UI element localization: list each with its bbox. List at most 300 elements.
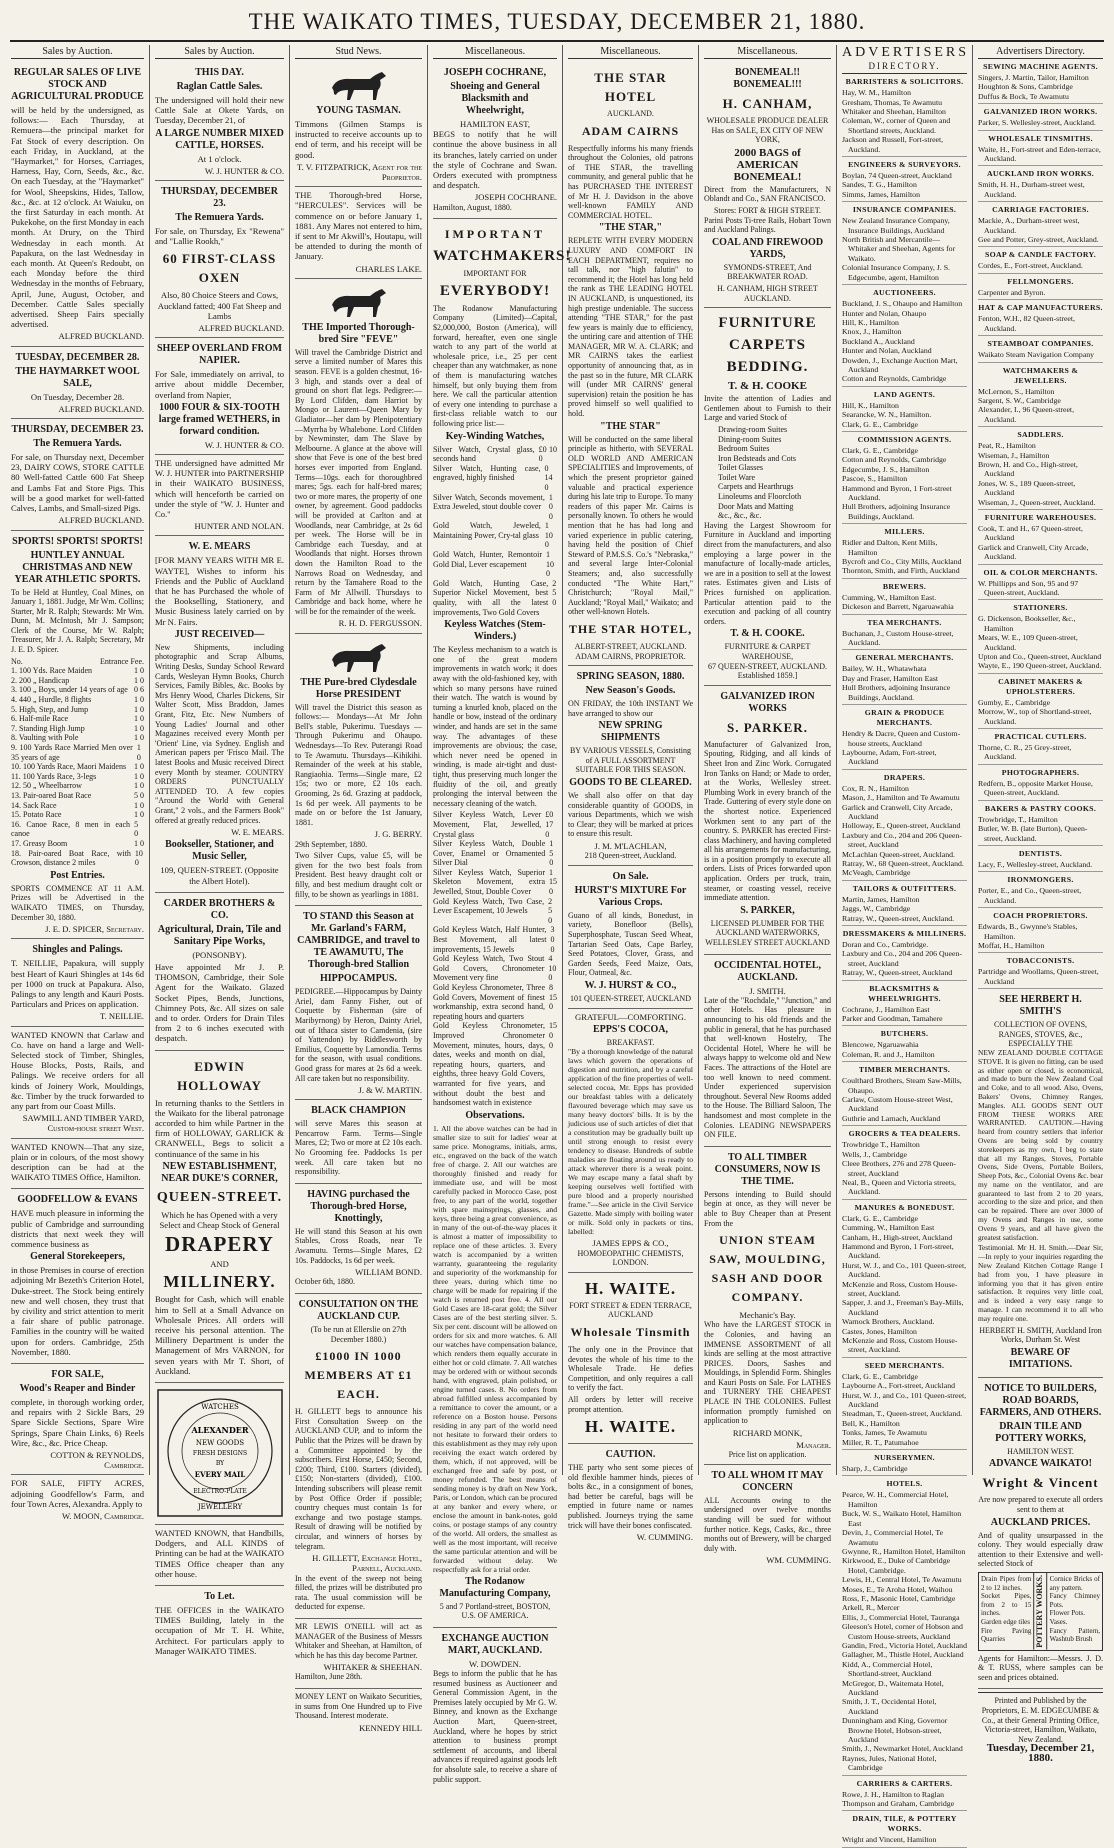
- item-label: Gold Keyless Chronometer, Three Gold Covers, Movement of finest workmanship, extra second hand, repeating hours and quarters: [433, 983, 545, 1021]
- directory-entries: [978, 145, 1103, 167]
- column-heading: Stud News.: [295, 45, 422, 59]
- item-label: Gold Watch, Hunter, Remontoir Gold Dial, Lever escapement: [433, 550, 542, 569]
- list-item: [11, 743, 144, 762]
- wright-vincent-ad: NOTICE TO BUILDERS, ROAD BOARDS, FARMERS, AND OTHERS. DRAIN TILE AND POTTERY WORKS, HAMILTON WEST. ADVANCE WAIKATO! Wright & Vincent Are now prepared to execute all orders sent to them at AUCKLAND PRICES. And of quality unsurpassed in the colony. They would especially draw attention to their Extensive and well-selected Stock of Drain Pipes from 2 to 12 inches. Socket Pipes, from 2 to 15 inches. Garden edge tiles Fire Paving Quarries POTTERY WORKS. Cornice Bricks of any pattern. Fancy Chimney Pots. Flower Pots. Vases. Fancy Pattern, Washtub Brush Agents for Hamilton:—Messrs. J. D. & T. RUSS, where samples can be seen and prices obtained.: [978, 1378, 1103, 1690]
- list-item: [11, 705, 144, 715]
- directory-entry: Hull Brothers, adjoining Insurance Buildings, Auckland.: [842, 502, 951, 521]
- directory-entry: Clark, G. E., Cambridge: [842, 1371, 919, 1381]
- directory-entry: McGregor, D., Waitemata Hotel, Auckland: [842, 1678, 944, 1698]
- directory-entry: Gandin, Fred., Victoria Hotel, Auckland: [842, 1640, 967, 1650]
- holloway-ad: EDWIN HOLLOWAY In returning thanks to the Settlers in the Waikato for the liberal patronage accorded to him while Partner in the firm of HOLLOWAY, GARLICK & CRANWELL, Begs to solicit a continuance of the same in his NEW ESTABLISHMENT, NEAR DUKE'S CORNER, QUEEN-STREET. Which he has Opened with a very Select and Cheap Stock of General DRAPERY AND MILLINERY. Bought for Cash, which will enable him to Sell at a Small Advance on Wholesale Prices. All orders will receive his personal attention. The Millinery Department is under the Management of Mrs VARNON, for seven years with Mr T. Short, of Auckland.: [155, 1051, 284, 1383]
- item-label: 5. High, Step, and Jump: [11, 704, 89, 714]
- parker-ad: GALVANIZED IRON WORKS S. PARKER. Manufacturer of Galvanized Iron, Spouting, Ridging, and all kinds of Sheet Iron and Zinc Work. Corrugated Iron Tanks on Hand; or Made to order, at the Works, Wellesley street. Plumbing Work in every branch of the Trade. Guttering of every style done on the shortest notice. Experienced Workmen sent to any part of the country. S. PARKER has erected First-class Machinery, and having completed all his arrangements for manufacturing, is in a position promptly to execute all orders. Lists of Prices forwarded upon application. Orders per truck, train, steamer, or coasting vessel, receive immediate attention. S. PARKER, LICENSED PLUMBER FOR THE AUCKLAND WATERWORKS, WELLESLEY STREET AUCKLAND: [704, 686, 831, 955]
- list-item: Iron Bedsteads and Cots: [718, 453, 796, 463]
- directory-sections: [978, 62, 1103, 989]
- list-item: [433, 839, 557, 868]
- list-item: [11, 685, 144, 695]
- list-item: [433, 868, 557, 897]
- directory-entry: Hill, K., Hamilton: [842, 400, 899, 410]
- directory-entry: McKenzie and Ross, Custom House-street, Auckland.: [842, 1336, 958, 1355]
- directory-entry: Coleman, W., corner of Queen and Shortland streets, Auckland.: [842, 116, 951, 135]
- list-item: [11, 839, 144, 849]
- emblem-word-by: BY: [215, 1460, 224, 1468]
- list-item: [433, 983, 557, 1021]
- item-value: 1 0: [134, 781, 144, 791]
- auction-ad: TUESDAY, DECEMBER 28. THE HAYMARKET WOOL SALE, On Tuesday, December 28. ALFRED BUCKLAND.: [11, 347, 144, 419]
- list-item: [11, 695, 144, 705]
- list-item: [11, 676, 144, 686]
- directory-entries: [842, 593, 967, 615]
- directory-entries: [978, 261, 1103, 273]
- list-item: Dining-room Suites: [718, 434, 782, 444]
- item-value: 1 0: [134, 838, 144, 848]
- directory-entry: Thornton, Smith, and Firth, Auckland: [842, 566, 960, 576]
- directory-entries: [842, 1372, 967, 1450]
- directory-entry: Cotton and Reynolds, Cambridge: [842, 455, 947, 465]
- directory-entry: Mackie, A., Durham-street west, Auckland.: [978, 216, 1080, 235]
- list-item: [11, 733, 144, 743]
- goodfellow-ad: GOODFELLOW & EVANS HAVE much pleasure in informing the public of Cambridge and surrounding districts that next week they will commence business as General Storekeepers, in those Premises in course of erection adjoining Mr Bezeth's Criterion Hotel, Duke-street. The Stock being entirely new and well chosen, they trust that by civility and strict attention to merit a fair share of public patronage. Families in the country will be waited upon for orders. Cambridge, 25th November, 1880.: [11, 1189, 144, 1364]
- list-item: Fancy Pattern, Washtub Brush: [1049, 1626, 1101, 1644]
- directory-entry: Boylan, 74 Queen-street, Auckland: [842, 171, 952, 181]
- list-item: Carpets and Hearthrugs: [718, 482, 794, 492]
- item-value: 1 0: [134, 675, 144, 685]
- directory-entry: Hendry & Dacre, Queen and Custom-house streets, Auckland: [842, 729, 961, 748]
- list-item: [11, 820, 144, 839]
- directory-entries: [842, 1005, 967, 1027]
- list-item: [433, 493, 557, 522]
- directory-entries: [978, 216, 1103, 247]
- sheep-sale-ad: SHEEP OVERLAND FROM NAPIER. For Sale, immediately on arrival, to arrive about middle December, overland from Napier, 1000 FOUR & SIX-TOOTH large framed WETHERS, in forward condition. W. J. HUNTER & CO.: [155, 338, 284, 455]
- occidental-hotel-ad: OCCIDENTAL HOTEL, AUCKLAND. J. SMITH. Late of the "Rochdale," "Junction," and other Hotels. Has pleasure in announcing to his old friends and the public in general, that he has purchased that well-known Hostelry, The Occidental Hotel, Where he will be always happy to welcome old and New Faces. The attractions of the Hotel are too well known to need comment. Under experienced supervision throughout. Several New Rooms added to the House. The Billiard Saloon, The handsomest and most complete in the Colonies. LEADING NEWSPAPERS ON FILE.: [704, 955, 831, 1147]
- directory-entry: Colonial Insurance Company, J. S. Edgecumbe, agent, Hamilton: [842, 263, 950, 282]
- directory-entry: Lacy, F., Wellesley-street, Auckland.: [978, 859, 1093, 869]
- directory-entry: Parker and Goodman, Tamahere: [842, 1014, 943, 1024]
- directory-entry: Smith, H. H., Durham-street west, Auckland.: [978, 180, 1085, 199]
- directory-entry: Cook, T. and H., 67 Queen-street, Auckland: [978, 523, 1083, 543]
- directory-entry: Brown, H. and Co., High-street, Auckland: [978, 459, 1078, 479]
- directory-entries: [978, 180, 1103, 202]
- item-value: 5 0: [134, 790, 144, 800]
- list-item: [433, 521, 557, 550]
- item-value: 1 0: [134, 771, 144, 781]
- list-item: [11, 849, 144, 868]
- directory-heading: LAND AGENTS.: [873, 389, 936, 399]
- keywind-price-list: [433, 445, 557, 618]
- item-label: Silver Keyless Watch, Superior Skeleton Movement, extra Jewelled, Stout, Double Cover: [433, 867, 545, 897]
- directory-entries: [978, 967, 1103, 989]
- directory-heading: DENTISTS.: [1018, 848, 1063, 858]
- directory-entry: McLachlan Queen-street, Auckland.: [842, 849, 956, 859]
- directory-entry: Sandes, T. G., Hamilton: [842, 180, 917, 190]
- directory-entry: Wells, J., Cambridge: [842, 1149, 907, 1159]
- list-item: Toilet Ware: [718, 472, 756, 482]
- directory-heading: CABINET MAKERS & UPHOLSTERERS.: [998, 676, 1083, 696]
- directory-entries: [842, 88, 967, 157]
- directory-heading: FURNITURE WAREHOUSES.: [984, 512, 1097, 522]
- item-label: Silver Watch, Crystal glass, seconds hand: [433, 444, 535, 464]
- directory-heading: CARRIERS & CARTERS.: [856, 1778, 953, 1788]
- directory-entry: Buckland A., Auckland: [842, 336, 915, 346]
- directory-entry: Buckland, J. S., Ohaupo and Hamilton: [842, 299, 963, 309]
- directory-heading: WHOLESALE TINSMITHS.: [988, 133, 1093, 143]
- emblem-word-fresh-designs: FRESH DESIGNS: [192, 1450, 247, 1458]
- directory-entry: Buchanan, J., Custom House-street, Auckland.: [842, 628, 954, 648]
- list-item: [11, 810, 144, 820]
- hurst-ad: On Sale. HURST'S MIXTURE For Various Crops. Guano of all kinds, Bonedust, in variety, Bonefloor (Bells), Superphosphate, Tuscan Seed Wheat, Tartarian Seed Oats, Cape Barley, Seed Potatoes, Clover, Grass, and Garden Seeds, Feed Maize, Oats, Flour, Oatmeal, &c. W. J. HURST & CO., 101 QUEEN-STREET, AUCKLAND: [568, 866, 693, 1009]
- directory-entry: Lewis, H., Central Hotel, Te Awamutu: [842, 1575, 962, 1585]
- directory-entries: [978, 779, 1103, 801]
- list-item: Cornice Bricks of any pattern.: [1049, 1574, 1101, 1592]
- item-value: 1 0: [134, 704, 144, 714]
- directory-entry: McKenzie and Ross, Custom House-street, Auckland.: [842, 1279, 958, 1298]
- item-value: 1 0: [136, 743, 141, 762]
- directory-entries: [978, 441, 1103, 510]
- directory-entry: Partridge and Woollams, Queen-street, Auckland: [978, 967, 1099, 986]
- directory-entry: Gresham, Thomas, Te Awamutu: [842, 97, 943, 107]
- item-label: 7. Standing High Jump: [11, 723, 85, 733]
- directory-entry: Waite, H., Fort-street and Eden-terrace, Auckland.: [978, 144, 1101, 164]
- item-value: 8 15 0: [549, 983, 557, 1012]
- column-heading: Sales by Auction.: [155, 45, 284, 59]
- directory-entry: Buck, W. S., Waikato Hotel, Hamilton East: [842, 1509, 962, 1528]
- directory-entries: [978, 288, 1103, 300]
- directory-entry: Ratray, W., Queen-street, Auckland: [842, 968, 953, 978]
- auction-ad: REGULAR SALES OF LIVE STOCK AND AGRICULTURAL PRODUCE will be held by the undersigned, as follows:— Each Thursday, at Remuera—the principal market for Fat Stock of every description. On each Friday, in Auckland, at the "Haymarket," for Horses, Carriages, Harness, Hay, Corn, Seeds, &c., &c. On each Tuesday, at the "Haymarket" for Wool, Sheepskins, Hides, Tallow, &c., &c. at 12 o'clock. At Waiuku, on the first Saturday in each month. At Pukekohe, on the first Monday in each month. At Drury, on the Third Wednesday in each month. At Papakura, on the last Wednesday in each month. At Queen's Redoubt, on each Monday before the third Wednesday in the months of February, April, June, August, October, and December. Cattle Sales specially advertised. Sheep Fairs specially advertised. ALFRED BUCKLAND.: [11, 62, 144, 347]
- list-item: [433, 464, 557, 493]
- emblem-word-jewellery: JEWELLERY: [197, 1503, 242, 1512]
- item-value: 0 14 0: [544, 463, 553, 492]
- directory-entry: Parker, S. Wellesley-street, Auckland.: [978, 118, 1096, 128]
- directory-entry: Carlaw, Custom House-street West, Auckland: [842, 1095, 953, 1114]
- item-label: Silver Keyless Watch, Double Cover, Enamel or Ornamented Silver Dial: [433, 839, 546, 868]
- directory-entry: Ratray, W., 68 Queen-street, Auckland.: [842, 858, 964, 868]
- directory-entry: Wiseman, J., Queen-street, Auckland.: [978, 497, 1096, 507]
- list-item: [11, 791, 144, 801]
- item-label: Gold Watch, Hunting Case, Superior Nickel Movement, best quality, with all the latest improvements, Two Gold Covers: [433, 578, 549, 617]
- directory-entries: [842, 1040, 967, 1062]
- directory-entry: Laxbury and Co., 204 and 206 Queen-street, Auckland: [842, 830, 962, 850]
- directory-entries: [978, 524, 1103, 565]
- directory-entry: Pearce, W. H., Commercial Hotel, Hamilton: [842, 1490, 949, 1509]
- item-value: 1 0 0: [548, 492, 553, 521]
- epps-cocoa-ad: GRATEFUL—COMFORTING. EPPS'S COCOA, BREAKFAST. "By a thorough knowledge of the natural laws which govern the operations of digestion and nutrition, and by a careful application of the fine properties of well-selected cocoa, Mr. Epps has provided our breakfast tables with a delicately flavoured beverage which may save us many heavy doctors' bills. It is by the judicious use of such articles of diet that a constitution may be gradually built up until strong enough to resist every tendency to disease. Hundreds of subtle maladies are floating around us ready to attack wherever there is a weak point. We may escape many a fatal shaft by keeping ourselves well fortified with pure blood and a properly nourished frame."—See article in the Civil Service Gazette. Made simply with boiling water or milk. Sold only in packets or tins, labelled: JAMES EPPS & CO., HOMOEOPATHIC CHEMISTS, LONDON.: [568, 1009, 693, 1273]
- directory-entry: Day and Fraser, Hamilton East: [842, 673, 939, 683]
- item-label: Silver Watch, Hunting case, engraved, highly finished: [433, 463, 541, 483]
- directory-heading: TEA MERCHANTS.: [867, 617, 942, 627]
- item-label: 13. Pair-oared Boat Race: [11, 790, 92, 800]
- directory-entries: [842, 664, 967, 705]
- item-value: 10 0: [134, 848, 143, 868]
- list-item: [11, 666, 144, 676]
- list-item: [11, 714, 144, 724]
- list-item: [433, 579, 557, 617]
- directory-title: ADVERTISERS: [842, 45, 970, 60]
- directory-entry: Bailey, W. H., Whatawhata: [842, 664, 927, 674]
- directory-entry: Moses, E., Te Aroha Hotel, Waihou: [842, 1584, 953, 1594]
- directory-entry: Raynes, Jules, National Hotel, Cambridge: [842, 1753, 937, 1773]
- directory-entry: Thompson and Graham, Cambridge: [842, 1799, 955, 1809]
- directory-entry: Porter, E., and Co., Queen-street, Auckland.: [978, 886, 1082, 905]
- directory-heading: DRAPERS.: [883, 772, 926, 782]
- directory-entry: Gee and Potter, Grey-street, Auckland.: [978, 235, 1099, 245]
- directory-entry: Blencowe, Ngaruawahia: [842, 1040, 919, 1050]
- feve-ad: THE Imported Thorough-bred Sire "FEVE" Will travel the Cambridge District and serve a limited number of Mares this season. FEVE is a golden chestnut, 16-3 high, and stands over a deal of ground on short flat legs. Pedigree:—By Lord Clifden, dam Harriot by Mongo or Laurent—Queen Mary by Gladiator—her dam by Plenipotentiary—Myrrha by Whalebone. Lord Clifden by Newminster, dam The Slave by Melbourne. A glance at the above will show that Feve is one of the best bred horses ever imported from England. Terms—10gs. each for thoroughbred mares; 5gs. each for half-bred mares; two or more mares, the property of one owner, by agreement. Good paddocks will be provided at Carlton and at Woodlands, near Cambridge, at 2s 6d per week. The Horse will be in Cambridge each Tuesday, and at Woodlands that night. Horses thrown down the Hamilton Road to the Narrows Road on Wednesday, and return by the Tamahere Road to the Farm of Mr Allwill. Thursdays to Cambridge and back home, where he will be for the remainder of the week. R. H. D. FERGUSSON.: [295, 279, 422, 634]
- emblem-word-alexander: ALEXANDER: [190, 1425, 249, 1436]
- directory-heading: AUCTIONEERS.: [873, 288, 936, 298]
- raglan-sale-ad: THIS DAY. Raglan Cattle Sales. The undersigned will hold their new Cattle Sale at Okete Yards, on Tuesday, December 21, of A LARGE NUMBER MIXED CATTLE, HORSES. At 1 o'clock. W. J. HUNTER & CO.: [155, 62, 284, 181]
- directory-entries: [978, 614, 1103, 673]
- directory-heading: MANURES & BONEDUST.: [854, 1202, 955, 1212]
- canham-ad: BONEMEAL!! BONEMEAL!!! H. CANHAM, WHOLESALE PRODUCE DEALER Has on SALE, EX CITY OF NEW YORK, 2000 BAGS of AMERICAN BONEMEAL! Direct from the Manufacturers, N Oblandt and Co., SAN FRANCISCO. Stores: FORT & HIGH STREET. Parini Posts Ti-tree Rails, Hobart Town and Auckland Palings. COAL AND FIREWOOD YARDS, SYMONDS-STREET, And BREAKWATER ROAD. H. CANHAM, HIGH STREET AUCKLAND.: [704, 62, 831, 308]
- horse-icon: [324, 285, 394, 319]
- imprint-date: Tuesday, December 21, 1880.: [986, 1742, 1095, 1764]
- directory-entry: Morrow, W., top of Shortland-street, Auckland.: [978, 707, 1092, 726]
- directory-entries: [842, 299, 967, 387]
- directory-entry: Duffus & Bock, Te Awamutu: [978, 91, 1069, 101]
- list-item: &c., &c., &c.: [718, 511, 762, 521]
- remuera-sale-ad: THURSDAY, DECEMBER 23. The Remuera Yards. For sale, on Thursday, Ex "Rewena" and "Lallie Rookh," 60 FIRST-CLASS OXEN Also, 80 Choice Steers and Cows, Auckland fatted; 400 Fat Sheep and Lambs ALFRED BUCKLAND.: [155, 181, 284, 338]
- caution-ad: CAUTION. THE party who sent some pieces of old flexible hammer hinds, pieces of bolts &c., in a consignment of bones, had better be careful, bags will be emptied in future name or names published. Journeys trying the same trick will have their bones confiscated. W. CUMMING.: [568, 1449, 693, 1543]
- directory-entry: Arkell, R., Mercer: [842, 1603, 900, 1613]
- list-item: [433, 810, 557, 839]
- column-5: [563, 45, 699, 1543]
- directory-sections: [842, 77, 967, 1848]
- directory-entry: Sharp, J., Cambridge: [842, 1464, 908, 1474]
- item-label: Silver Watch, Seconds movement, Extra Jeweled, stout double cover: [433, 492, 545, 512]
- directory-heading: DRESSMAKERS & MILLINERS.: [842, 929, 967, 939]
- directory-entry: Steadman, T., Queen-street, Auckland.: [842, 1409, 963, 1419]
- item-value: 1 0: [134, 714, 144, 724]
- union-steam-saw-ad: TO ALL TIMBER CONSUMERS, NOW IS THE TIME. Persons intending to Build should begin at once, as they will never be able to Buy Cheaper than at Present From the UNION STEAM SAW, MOULDING, SASH AND DOOR COMPANY. Mechanic's Bay. Who have the LARGEST STOCK in the Colonies, and having an IMMENSE ASSORTMENT of all kinds are selling at the most attractive PRICES. Doors, Sashes and Mouldings, in Splendid Form. Shingles and Kauri Posts on Sale. For LATHES and TURNERY THE CHEAPEST PLACE IN THE COLONIES. Fullest information promptly furnished on application to RICHARD MONK, Manager. Price list on application.: [704, 1147, 831, 1465]
- directory-entry: Trowbridge, T., Hamilton: [978, 814, 1058, 824]
- item-value: 1 0: [134, 723, 144, 733]
- list-item: Fancy Chimney Pots.: [1049, 1592, 1101, 1609]
- directory-entries: [978, 579, 1103, 601]
- directory-entry: McLernon, S., Hamilton: [978, 386, 1055, 396]
- item-label: 12. 50 „ Wheelbarrow: [11, 781, 82, 791]
- directory-entries: [842, 784, 967, 881]
- directory-entry: Alexander, I., 96 Queen-street, Auckland.: [978, 405, 1075, 424]
- directory-entry: Mason, J., Hamilton and Te Awamutu: [842, 793, 960, 803]
- directory-heading: SOAP & CANDLE FACTORY.: [984, 250, 1097, 260]
- printing-ad: WANTED KNOWN—That any size, plain or in colours, of the most showy description can be had at the WAIKATO TIMES Office, Hamilton.: [11, 1139, 144, 1190]
- jeweller-illustration: [155, 1383, 284, 1525]
- directory-entry: Castes, Jones, Hamilton: [842, 1326, 917, 1336]
- directory-heading: TAILORS & OUTFITTERS.: [852, 883, 957, 893]
- item-value: 1 10 0: [545, 550, 554, 579]
- item-label: 18. Pair-oared Boat Race, with Crowson, distance 2 miles: [11, 848, 131, 868]
- directory-entry: Trowbridge T., Hamilton: [842, 1140, 920, 1150]
- directory-entry: New Zealand Insurance Company, Insurance Buildings, Auckland: [842, 216, 950, 235]
- directory-entry: Jaggs, W., Cambridge: [842, 904, 911, 914]
- item-label: 3. 100 „ Boys, under 14 years of age: [11, 685, 128, 695]
- directory-entry: Searancke, W. N., Hamilton.: [842, 410, 932, 420]
- directory-entry: Sapper, J. and J., Freeman's Bay-Mills, Auckland: [842, 1298, 964, 1317]
- directory-entries: [842, 1490, 967, 1775]
- directory-entry: Cox, R. N., Hamilton: [842, 783, 909, 793]
- consultation-ad: CONSULTATION ON THE AUCKLAND CUP. (To be run at Ellerslie on 27th December 1880.) £1000 IN 1000 MEMBERS AT £1 EACH. H. GILLETT begs to announce his First Consultation Sweep on the AUCKLAND CUP, and to inform the Public that the Prizes will be drawn by a Committee appointed by the subscribers. First Horse, £450; Second, £200; Third, £100. Starters (divided), £150; Non-starters (divided), £100. Intending subscribers will please remit by Post Office Order if possible; country cheques must contain 1s for exchange and two postage stamps. Result of drawing will be notified by circular, and winners of horses by telegram. H. GILLETT, Exchange Hotel, Parnell, Auckland. In the event of the sweep not being filled, the prizes will be distributed pro rata. The usual commission will be deducted for expense.: [295, 1294, 422, 1619]
- directory-heading: ENGINEERS & SURVEYORS.: [848, 160, 961, 170]
- directory-entry: Whitaker and Sheehan, Hamilton: [842, 107, 946, 117]
- directory-entries: [842, 1790, 967, 1812]
- directory-heading: BARRISTERS & SOLICITORS.: [845, 77, 964, 87]
- list-item: [11, 801, 144, 811]
- hippocampus-ad: TO STAND this Season at Mr. Garland's FARM, CAMBRIDGE, and travel to TE AWAMUTU, The Thorough-bred Stallion HIPPOCAMPUS. PEDIGREE.—Hippocampus by Dainty Ariel, dam Fanny Fisher, out of Coquette by Fisherman (sire of Maribyrnong) by Heron, Dainty Ariel, out of Ithaca sister to Camdenia, (sire of Yattendon) by Riddlesworth by Emilius, Coquette by Lamondia. Terms for the season, with usual conditions. Good grass for mares at 2s 6d a week. All care taken but no responsibility. J. & W. MARTIN.: [295, 906, 422, 1100]
- directory-heading: SEED MERCHANTS.: [864, 1360, 945, 1370]
- directory-entry: Cotton and Reynolds, Cambridge: [842, 374, 947, 384]
- item-label: 10. 100 Yards Race, Maori Maidens: [11, 762, 127, 772]
- directory-heading: WATCHMAKERS & JEWELLERS.: [1002, 365, 1079, 385]
- item-label: Gold Keyless Watch, Half Hunter, Best Movement, all latest improvements, 15 Jewels: [433, 925, 547, 954]
- directory-entry: Carpenter and Byron.: [978, 287, 1046, 297]
- item-label: Gold Keyless Watch, Two Case, Lever Escapement, 10 Jewels: [433, 896, 545, 916]
- directory-entries: [978, 73, 1103, 104]
- item-label: 1. 100 Yds. Race Maiden: [11, 666, 93, 676]
- list-item: [11, 781, 144, 791]
- land-ad: FOR SALE, FIFTY ACRES, adjoining Goodfellow's Farm, and four Town Acres, Alexandra. Apply to W. MOON, Cambridge.: [11, 1478, 144, 1522]
- directory-entry: Laybourne, Adam, Fort-street, Auckland: [842, 747, 937, 767]
- mears-ad: W. E. MEARS [FOR MANY YEARS WITH MR E. WAYTE], Wishes to inform his Friends and the Public of Auckland that he has Purchased the whole of the Bookselling, Stationery, and Music Business lately carried on by Mr N. Fairs. JUST RECEIVED— New Shipments, including photographic and Scrap Albums, Writing Desks, Sunday School Reward Cards, Wesleyan Hymn Books, Church Services, Family Bibles, &c. Books by Mrs Henry Wood, Charles Dickens, Sir Walter Scott, Miss Braddon, James Grant, Fitz, Etc. New Numbers of Young Ladies' Journal and other Magazines received every Month per 'Orient' Line, via Sydney. English and American papers per 'Frisco Mail. The latest Books and Music received Direct every Month by steamer. COUNTRY ORDERS PUNCTUALLY ATTENDED TO. A few copies "Around the World with General Grant," 2 vols., and the Farmers Book" offered at greatly reduced prices. W. E. MEARS. Bookseller, Stationer, and Music Seller, 109, QUEEN-STREET. (Opposite the Albert Hotel).: [155, 536, 284, 892]
- directory-heading: BAKERS & PASTRY COOKS.: [984, 803, 1097, 813]
- directory-entry: Coleman, R. and J., Hamilton: [842, 1049, 935, 1059]
- directory-entries: [842, 940, 967, 981]
- directory-entry: Kirkwood, E., Duke of Cambridge Hotel, Cambridge.: [842, 1556, 951, 1575]
- item-value: 4 10 0: [548, 954, 557, 983]
- directory-entries: [978, 743, 1103, 765]
- directory-entry: Redfern, B., opposite Market House, Queen-street, Auckland.: [978, 778, 1093, 798]
- item-value: 1 0: [134, 666, 144, 676]
- item-label: 8. Vaulting with Pole: [11, 733, 79, 743]
- directory-entry: Hill, K., Hamilton: [842, 317, 899, 327]
- directory-heading: BREWERS.: [882, 581, 927, 591]
- item-label: 17. Greasy Boom: [11, 838, 68, 848]
- directory-heading: SADDLERS.: [1017, 430, 1064, 440]
- directory-entry: Clark, G. E., Cambridge: [842, 445, 919, 455]
- directory-heading: CARRIAGE FACTORIES.: [992, 205, 1089, 215]
- item-value: 2 5 0: [552, 578, 557, 608]
- item-value: 1 0: [134, 733, 144, 743]
- list-item: [433, 897, 557, 926]
- reaper-ad: FOR SALE, Wood's Reaper and Binder complete, in thorough working order, and repairs with 2 Sickle Bars, 29 Spare Sickle Sections, Spare Wire Springs, Spare Chain Links, 6) Reels Wire, &c., &c. Price Cheap. COTTON & REYNOLDS, Cambridge.: [11, 1364, 144, 1475]
- directory-heading: DRAIN, TILE, & POTTERY WORKS.: [852, 1814, 957, 1834]
- directory-heading: COMMISSION AGENTS.: [857, 434, 952, 444]
- keyless-price-list: [433, 810, 557, 1107]
- directory-entry: Kidd, A., Commercial Hotel, Shortland-street, Auckland: [842, 1659, 933, 1679]
- directory-entry: Peat, R., Hamilton: [978, 441, 1036, 451]
- item-value: 2 5 0: [548, 896, 553, 925]
- directory-entries: [842, 895, 967, 926]
- directory-entry: Canham, H., High-street, Auckland: [842, 1232, 953, 1242]
- horse-icon: [324, 640, 394, 674]
- item-value: £0 10 0: [538, 444, 557, 464]
- shingles-ad: Shingles and Palings. T. NEILLIE, Papakura, will supply best Heart of Kauri Shingles at 14s 6d per 1000 on truck at Papakura. Also, Palings to any length and Kauri Posts. Particulars and Prices on application. T. NEILLIE.: [11, 939, 144, 1026]
- directory-entry: Wright and Vincent, Hamilton: [842, 1835, 937, 1845]
- directory-entry: Cumming, W., Hamilton East.: [842, 592, 937, 602]
- directory-entry: Thorne, C. R., 25 Grey-street, Auckland.: [978, 743, 1072, 762]
- directory-entry: Cochrane, J., Hamilton East: [842, 1004, 930, 1014]
- directory-entry: Hammond and Byron, 1 Fort-street Auckland.: [842, 483, 952, 503]
- directory-entry: Bycroft and Co., City Mills, Auckland: [842, 557, 962, 567]
- directory-heading: STEAMBOAT COMPANIES.: [987, 339, 1094, 349]
- item-label: Silver Keyless Watch, Lever Movement, Flat, Jewelled, Crystal glass: [433, 810, 542, 839]
- watch-company-ad: IMPORTANT WATCHMAKERS! IMPORTANT FOR EVERYBODY! The Rodanow Manufacturing Company (Limited)—Capital, $2,000,000, Boston (America), will forward, hereafter, even one single watch to any part of the world at wholesale price, i.e., 25 per cent cheaper than any watchmaker, as none of them is manufacturing watches himself, but only buying them from here. We call the particular attention of every one intending to purchase a first-class reliable watch to our following price list:— Key-Winding Watches, Silver Watch, Crystal glass, seconds hand £0 10 0 Silver Watch, Hunting case, engraved, highly finished 0 14 0 Silver Watch, Seconds movement, Extra Jeweled, stout double cover 1 0 0 Gold Watch, Jeweled, Maintaining Power, Cry-tal glass 1 10 0 Gold Watch, Hunter, Remontoir Gold Dial, Lever escapement 1 10 0 Gold Watch, Hunting Case, Superior Nickel Movement, best quality, with all the latest improvements, Two Gold Covers 2 5 0 Keyless Watches (Stem-Winders.) The Keyless mechanism to a watch is one of the great modern improvements in watch work; it does away with the old-fashioned key, with which so many persons have ruined their watch. The watch is wound by turning a knurled knob, placed on the handle or bow, instead of the ordinary winder, and hands are set in the same way. The advantages of these improvements are obvious; the case, which never need be opened in winding, is made air-tight and dust-tight, thus preserving much longer the fluidity of the oil, and greatly prolonging the interval between the necessary cleaning of the watch. Silver Keyless Watch, Lever Movement, Flat, Jewelled, Crystal glass £0 17 0 Silver Keyless Watch, Double Cover, Enamel or Ornamented Silver Dial 1 5 0 Silver Keyless Watch, Superior Skeleton Movement, extra Jewelled, Stout, Double Cover 1 15 0 Gold Keyless Watch, Two Case, Lever Escapement, 10 Jewels 2 5 0 Gold Keyless Watch, Half Hunter, Best Movement, all latest improvements, 15 Jewels 3 0 0 Gold Keyless Watch, Two Stout Gold Covers, Chronometer Movement very fine 4 10 0 Gold Keyless Chronometer, Three Gold Covers, Movement of finest workmanship, extra second hand, repeating hours and quarters 8 15 0 Gold Keyless Chronometer, Improved Chronometer Movement, minutes, hours, days, dates, weeks and month on dial, repeating hours, quarters, and eighths, three heavy Gold Covers, warranted for five years, and without doubt the best and handsomest watch in existence 15 0 0 Observations. 1. All the above watches can be had in smaller size to suit for ladies' wear at same price. Monograms, initials, arms, etc., engraved on the back of the watch free of charge. 2. All our watches are thoroughly finished and ready for immediate use, and will be most carefully packed in Morocco Case, post free, to any part of the world, together with spare mainsprings, glasses, and keys, three being a great convenience, as in many of the out-of-the-way places it is almost a matter of impossibility to replace one of these articles. 3. Every watch is accompanied by a written warranty, guaranteeing the regularity and superiority of the workmanship for three years, during which time no charge will be made for repairing if the watch is returned post free. 4. All our Gold Cases are 18-carat gold; the Silver Cases are of the best sterling silver. 5. Six per cent. discount will be allowed on orders for six and more watches. 6. All our watches have compensation balance, which renders them equally accurate in either hot or cold climate. 7. All watches may be ordered with or without seconds hand, with engraved, plain polished, or engine turned cases. 8. No orders from abroad fulfilled unless accompanied by a remittance to cover the amount, or a reference on a Boston house. Persons residing in any part of the world need not hesitate to forward their orders to this establishment as they may rely upon receiving the exact watch ordered by them, which, if not approved, will be exchanged free and safe by post, or money refunded. The best means of sending money is by draft on New York, Paris, or London, which can be procured at any banker and every where, or enclose the amount in bank-notes, gold coins, or postage stamps of any country of the world. All orders, the smallest as well as the most important, will receive the same particular attention and will be forwarded without delay. We respectfully ask for a trial order. The Rodanow Manufacturing Company, 5 and 7 Portland-street, BOSTON, U.S. OF AMERICA.: [433, 219, 557, 1628]
- directory-heading: PHOTOGRAPHERS.: [1001, 767, 1080, 777]
- directory-entry: Laxbury and Co., 204 and 206 Queen-street, Auckland: [842, 949, 962, 968]
- directory-entry: Bell, K., Hamilton: [842, 1418, 900, 1428]
- partnership-notice: THE undersigned have admitted Mr W. J. HUNTER into PARTNERSHIP in their WAIKATO BUSINESS, which will henceforth be carried on under the style of "W. J. Hunter and Co." HUNTER AND NOLAN.: [155, 455, 284, 536]
- item-value: 3 0 0: [550, 925, 555, 954]
- directory-entry: Cordes, E., Fort-street, Auckland.: [978, 261, 1083, 271]
- directory-entry: Cleee Brothers, 276 and 278 Queen-street, Auckland: [842, 1159, 956, 1178]
- directory-entry: Miller, R. T., Patumahoe: [842, 1437, 919, 1447]
- item-label: Gold Keyless Watch, Two Stout Gold Covers, Chronometer Movement very fine: [433, 954, 545, 983]
- directory-entry: Wiseman, J., Hamilton: [978, 450, 1050, 460]
- list-item: [433, 925, 557, 954]
- hercules-ad: THE Thorough-bred Horse, "HERCULES". Services will be commence on or before January 1, 1881. Any Mares not entered to him, if sent to Mr Akwill's, Houtapu, will be attended to during the month of January. CHARLES LAKE.: [295, 187, 422, 279]
- directory-heading: OIL & COLOR MERCHANTS.: [983, 567, 1098, 577]
- sports-events-list: [11, 666, 144, 867]
- directory-entry: Ross, F., Masonic Hotel, Cambridge: [842, 1593, 956, 1603]
- emblem-word-watches: WATCHES: [200, 1403, 239, 1412]
- list-item: Door Mats and Matting: [718, 501, 794, 511]
- directory-heading: SEWING MACHINE AGENTS.: [983, 62, 1098, 71]
- directory-heading: MILLERS.: [884, 527, 925, 537]
- directory-entries: [978, 860, 1103, 872]
- list-item: Linoleums and Floorcloth: [718, 492, 802, 502]
- column-1: [6, 45, 150, 1522]
- list-item: Fire Paving Quarries: [981, 1626, 1032, 1644]
- waite-ad: H. WAITE. FORT STREET & EDEN TERRACE, AUCKLAND Wholesale Tinsmith The only one in the Province that devotes the whole of his time to the Wholesale Trade. He defies Competition, and only requires a call to verify the fact. All orders by letter will receive prompt attention. H. WAITE.: [568, 1273, 693, 1444]
- directory-entries: [978, 350, 1103, 362]
- item-value: 1 5 0: [549, 839, 554, 868]
- directory-entries: [842, 171, 967, 202]
- directory-entries: [842, 1214, 967, 1358]
- item-value: 1 10 0: [544, 521, 553, 550]
- star-hotel-ad: THE STAR HOTEL AUCKLAND. ADAM CAIRNS Respectfully informs his many friends throughout the Colonies, old patrons of THE STAR, the travelling community, and general public that he has PURCHASED THE INTEREST of Mr H. J. Davidson in the above well-known FAMILY AND COMMERCIAL HOTEL. "THE STAR," REPLETE WITH EVERY MODERN LUXURY AND COMFORT IN EACH DEPARTMENT, requires no tall talk, nor "high falutin" to recommend it; the Hotel has long held the rank as THE LEADING HOTEL IN AUCKLAND, is unquestioned, its high prestige undeniable. The success attending "THE STAR," for the past few years is mainly due to efficiency, the untiring care and attention of THE MANAGER, MR W. A. CLARK; and MR CAIRNS takes the earliest opportunity of announcing that, as in the past so in the future, MR CLARK will (under MR CAIRNS' general supervision) retain the position he has proved himself so well qualified to hold. "THE STAR" Will be conducted on the same liberal principle as hitherto, with SEVERAL OLD WORLD AND AMERICAN SPECIALITIES and Improvements, of which the present proprietor gained valuable and practical experience during his late trip to Europe. To many readers of this paper Mr. Cairns is personally known. To others he would mention that he has had long and varied experience in public catering, having held the position of Chief Steward of P.M.S.S. Co.'s "Nebraska," and several large Inter-Colonial Steamers; and, also successfully conducted "The White Hart," Christchurch; "Royal Mail," Auckland; "Royal Mail," Waikato; and other well-known Hotels. THE STAR HOTEL, ALBERT-STREET, AUCKLAND. ADAM CAIRNS, PROPRIETOR.: [568, 62, 693, 666]
- directory-entry: North British and Mercantile—Whitaker and Sheehan, Agents for Waikato.: [842, 235, 956, 263]
- directory-entry: Jackson and Russell, Fort-street, Auckland.: [842, 135, 944, 154]
- exchange-auction-ad: EXCHANGE AUCTION MART, AUCKLAND. W. DOWDEN. Begs to inform the public that he has resumed business as Auctioneer and General Commission Agent, in the Premises lately occupied by Mr G. W. Binney, and known as the Exchange Auction Mart, Queen-street, Auckland, where he hopes by strict attention to business prompt settlement of accounts, and liberal advances if required against goods left for absolute sale, to receive a share of public support.: [433, 1632, 557, 1784]
- directory-entries: [842, 629, 967, 651]
- column-heading: Miscellaneous.: [704, 45, 831, 59]
- list-item: Drain Pipes from 2 to 12 inches.: [981, 1574, 1032, 1592]
- sports-ad: SPORTS! SPORTS! SPORTS! HUNTLEY ANNUAL CHRISTMAS AND NEW YEAR ATHLETIC SPORTS. To be Held at Huntley, Coal Mines, on January 1, 1881. Judge, Mr Wm. Collins; Starter, Mr R. Ralph; Stewards: Mr Wm. Dunn, M. McIntosh, Mr J. Sampson; Clerk of the Course, Mr W. Ralph; Treasurer, Mr J. A. Ralph; Secretary, Mr J. E. D. Spicer. No. Entrance Fee. 1. 100 Yds. Race Maiden 1 0 2. 200 „ Handicap 1 0 3. 100 „ Boys, under 14 years of age 0 6 4. 440 „ Hurdle, 8 flights 1 0 5. High, Step, and Jump 1 0 6. Half-mile Race 1 0 7. Standing High Jump 1 0 8. Vaulting with Pole 1 0 9. 100 Yards Race Married Men over 35 years of age 1 0 10. 100 Yards Race, Maori Maidens 1 0 11. 100 Yards Race, 3-legs 1 0 12. 50 „ Wheelbarrow 1 0 13. Pair-oared Boat Race 5 0 14. Sack Race 1 0 15. Potato Race 1 0 16. Canoe Race, 8 men in each canoe 5 0 17. Greasy Boom 1 0 18. Pair-oared Boat Race, with Crowson, distance 2 miles 10 0 Post Entries. SPORTS COMMENCE AT 11 A.M. Prizes will be Advertised in the WAIKATO TIMES, on Thursday, December 30, 1880. J. E. D. SPICER, Secretary.: [11, 531, 144, 940]
- directory-heading: NURSERYMEN.: [874, 1453, 935, 1463]
- directory-entries: [842, 401, 967, 432]
- item-value: £0 17 0: [545, 810, 554, 839]
- directory-entry: Clark, G. E., Cambridge: [842, 419, 919, 429]
- emblem-word-electro-plate: ELECTRO-PLATE: [192, 1488, 247, 1496]
- directory-entry: Hull Brothers, adjoining Insurance Buildings, Auckland.: [842, 683, 951, 702]
- directory-entry: Singers, J. Martin, Tailor, Hamilton: [978, 73, 1089, 82]
- column-4: [428, 45, 572, 1784]
- directory-entry: Hunter and Nolan, Auckland: [842, 346, 932, 356]
- emblem-word-new-goods: NEW GOODS: [195, 1439, 244, 1448]
- column-8-directory: [973, 45, 1108, 1764]
- directory-entry: Garlick and Cranwell, City Arcade, Auckland.: [978, 542, 1089, 562]
- directory-heading: AUCKLAND IRON WORKS.: [986, 169, 1094, 179]
- directory-heading: TOBACCONISTS.: [1006, 956, 1075, 966]
- directory-entry: Moffat, H., Hamilton: [978, 940, 1045, 950]
- directory-entry: Ratray, W., Queen-street, Auckland.: [842, 913, 955, 923]
- auction-ad: THURSDAY, DECEMBER 23. The Remuera Yards. For sale, on Thursday next, December 23, DAIRY COWS, STORE CATTLE 80 Well-fatted Cattle 600 Fat Sheep and Lambs Fat and Store Pigs. This will be a good market for well-fatted Calves, Lambs, and Small-sized Pigs. ALFRED BUCKLAND.: [11, 419, 144, 530]
- directory-entries: [978, 387, 1103, 428]
- item-label: Gold Keyless Chronometer, Improved Chronometer Movement, minutes, hours, days, dates, weeks and month on dial, repeating hours, quarters, and eighths, three heavy Gold Covers, warranted for five years, and without doubt the best and handsomest watch in existence: [433, 1021, 545, 1108]
- list-item: Bedroom Suites: [718, 444, 770, 454]
- directory-heading: COACH PROPRIETORS.: [993, 911, 1088, 921]
- item-label: 6. Half-mile Race: [11, 714, 69, 724]
